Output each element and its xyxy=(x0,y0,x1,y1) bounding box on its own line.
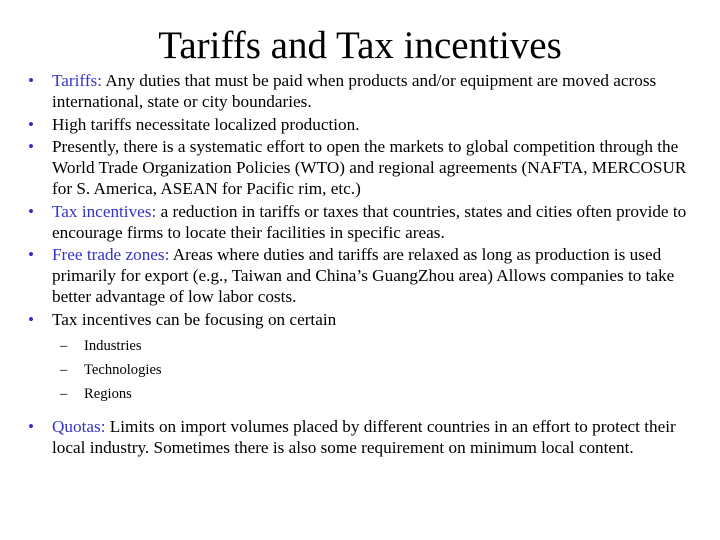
sub-item-label: Technologies xyxy=(84,361,162,378)
bullet-item-presently xyxy=(28,136,698,199)
bullet-term: Free trade zones: xyxy=(52,245,170,264)
sub-item-label: Industries xyxy=(84,337,142,354)
bullet-text: a reduction in tariffs or taxes that countries, states and cities often provide to encourage firms to locate their facilities in specific areas. xyxy=(52,201,687,242)
bullet-term: Tax incentives: xyxy=(52,201,157,221)
bullet-item-tax-incentives xyxy=(28,201,698,243)
slide-title: Tariffs and Tax incentives xyxy=(158,24,562,67)
bullet-item-tariffs xyxy=(28,70,698,112)
bullet-marker: • xyxy=(28,114,35,134)
sub-marker: – xyxy=(60,385,68,402)
bullet-text: Tax incentives can be focusing on certain xyxy=(52,309,337,329)
bullet-text: High tariffs necessitate localized production. xyxy=(52,114,360,134)
bullet-marker: • xyxy=(28,201,35,221)
bullet-term: Tariffs: xyxy=(52,71,103,90)
bullet-marker: • xyxy=(28,245,35,264)
bullet-marker: • xyxy=(28,309,35,329)
sub-item-label: Regions xyxy=(84,385,132,402)
bullet-marker: • xyxy=(28,137,35,156)
bullet-item-high-tariffs xyxy=(28,114,698,135)
bullet-term: Quotas: xyxy=(52,416,106,436)
sub-item-industries xyxy=(60,334,698,358)
sub-marker: – xyxy=(60,361,68,378)
bullet-marker: • xyxy=(28,416,35,436)
sub-item-regions xyxy=(60,382,698,406)
bullet-text: Any duties that must be paid when products and/or equipment are moved across international, state or city boundaries. xyxy=(52,71,657,111)
bullet-text: Areas where duties and tariffs are relaxed as long as production is used primarily for export (e.g., Taiwan and China’s GuangZhou area) Allows companies to take better advantage of low labor costs. xyxy=(52,245,675,306)
bullet-marker: • xyxy=(28,71,35,90)
bullet-item-free-trade-zones xyxy=(28,244,698,307)
sub-marker: – xyxy=(60,337,68,354)
bullet-item-quotas xyxy=(28,416,698,458)
bullet-item-focusing xyxy=(28,309,698,406)
sub-list xyxy=(52,334,698,406)
bullet-list xyxy=(28,70,698,459)
bullet-text: Presently, there is a systematic effort to open the markets to global competition through the World Trade Organization Policies (WTO) and regional agreements (NAFTA, MERCOSUR for S. America, ASEAN for Pacific rim, etc.) xyxy=(52,137,687,198)
bullet-text: Limits on import volumes placed by different countries in an effort to protect their local industry. Sometimes there is also some requirement on minimum local content. xyxy=(52,416,676,457)
sub-item-technologies xyxy=(60,358,698,382)
